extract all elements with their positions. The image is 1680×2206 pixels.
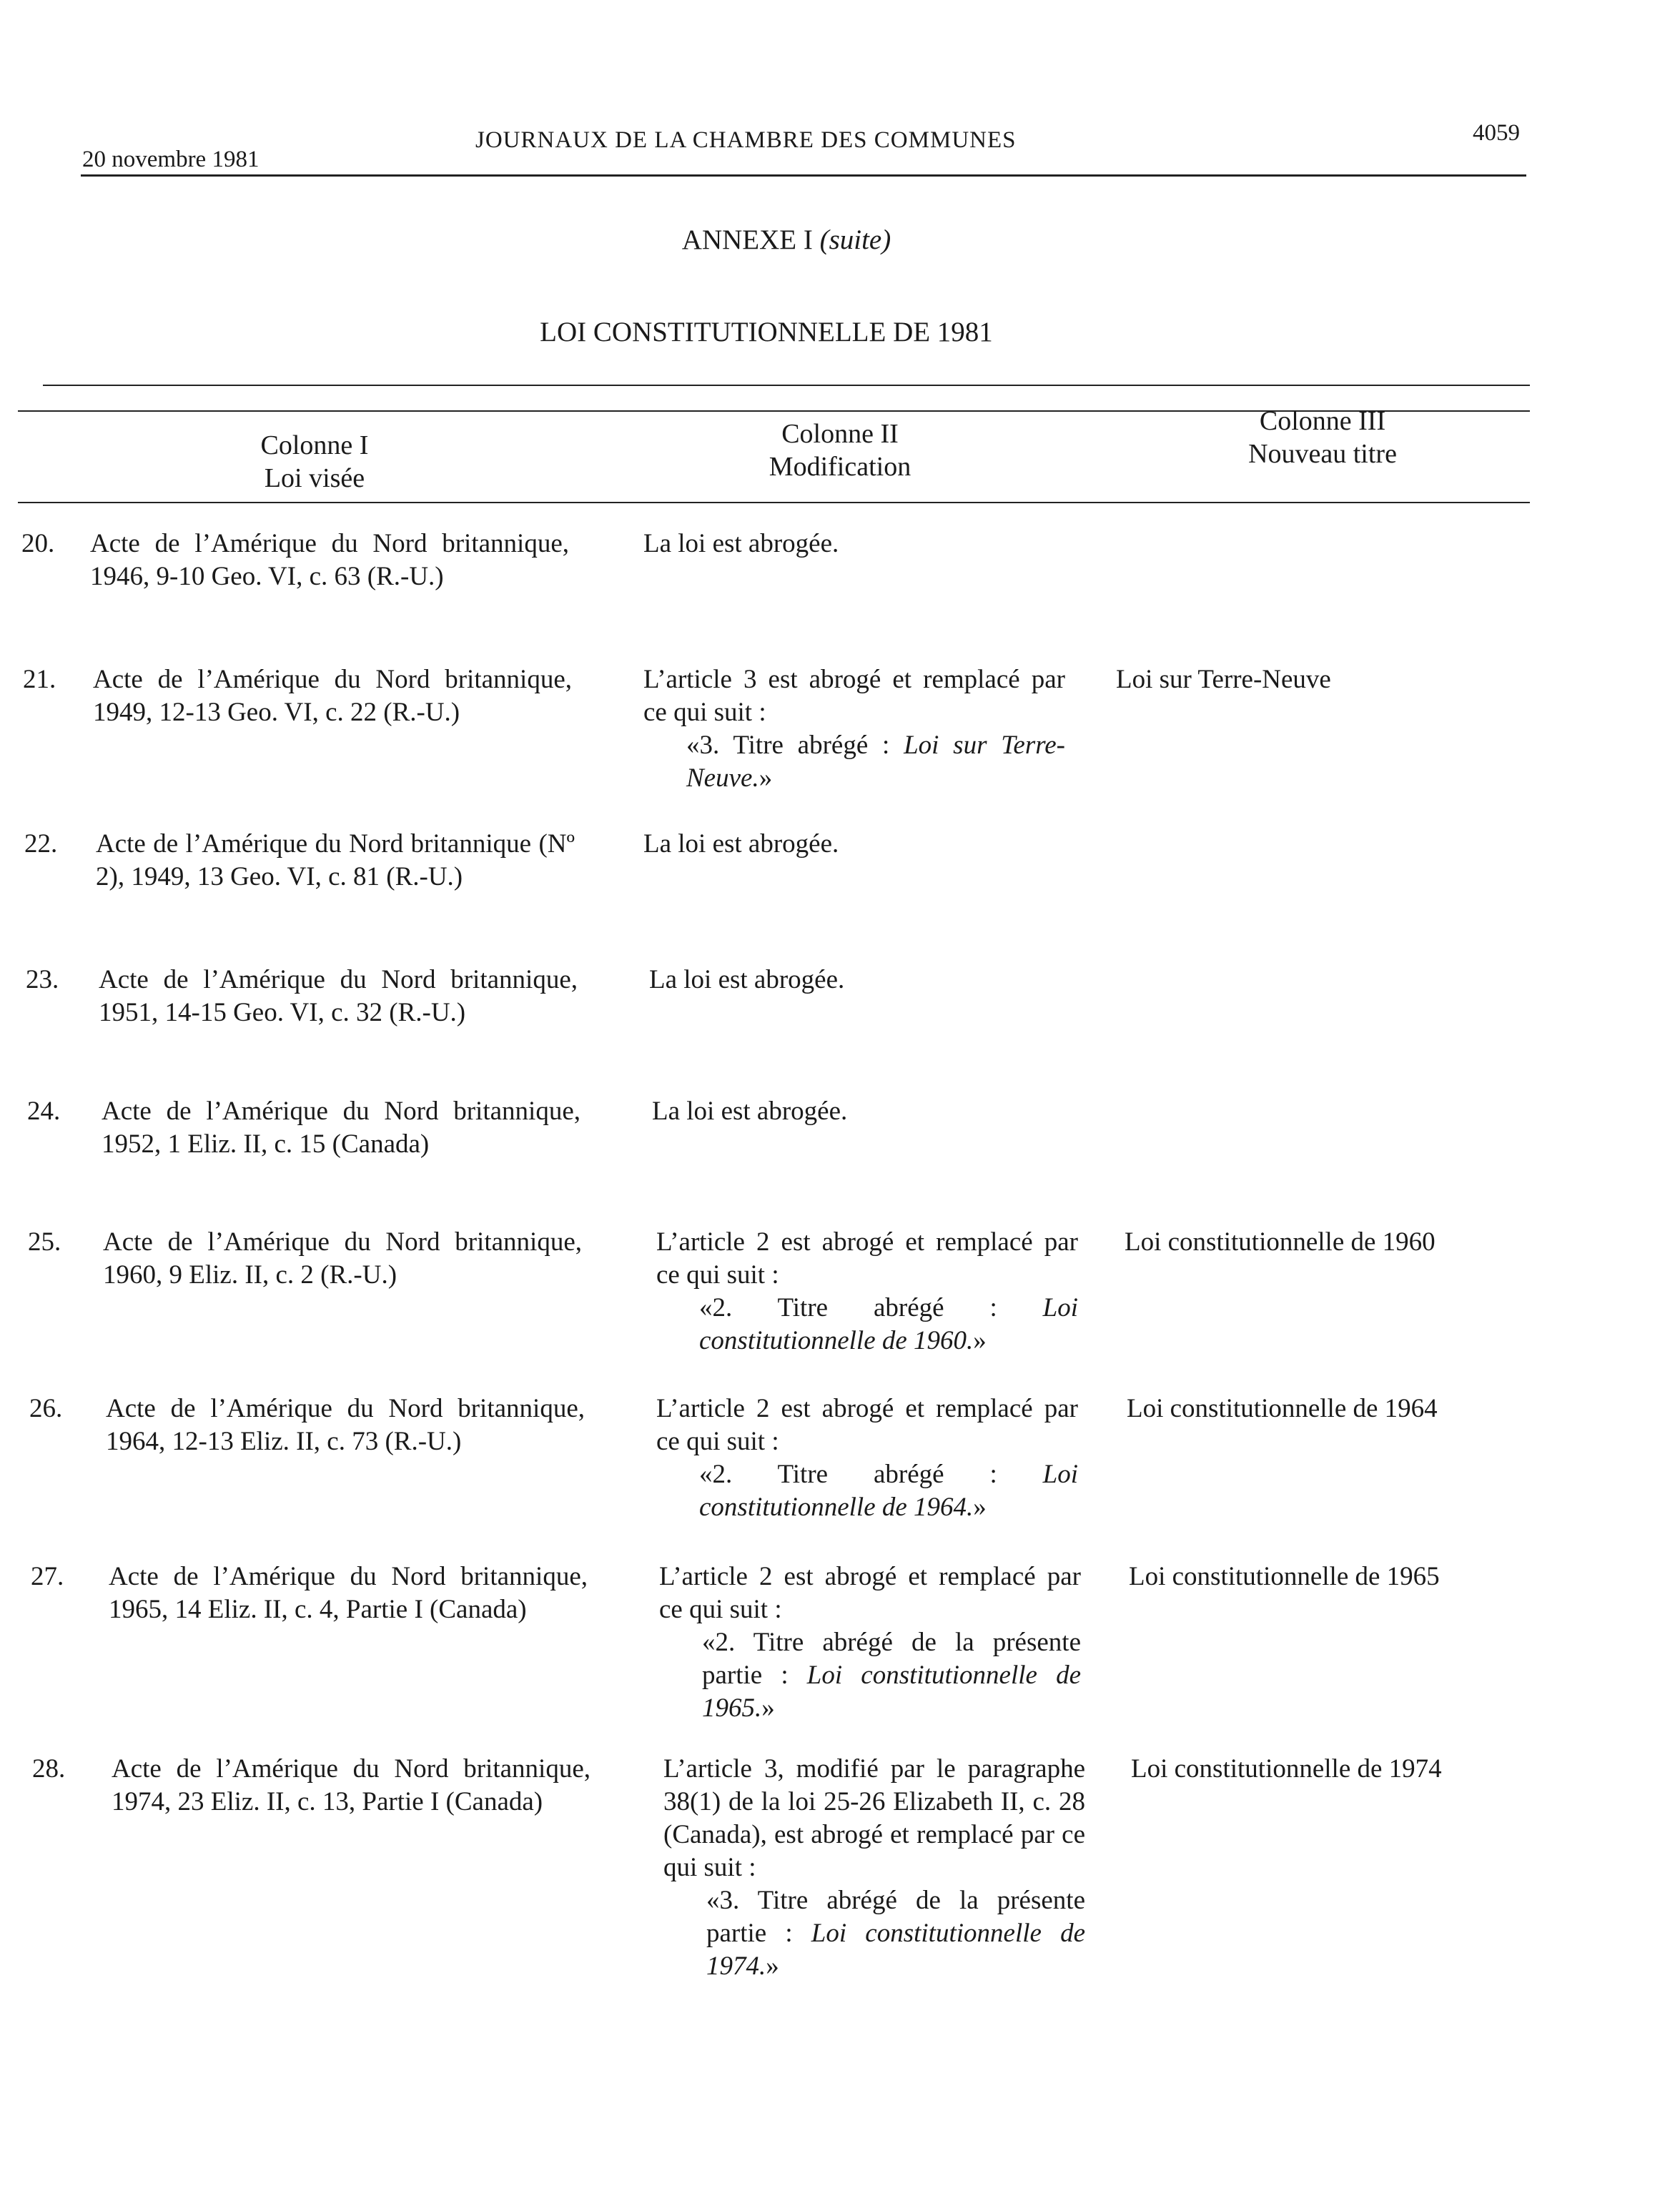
amendment-quote-text: «2. Titre abrégé de la présente partie :: [702, 1628, 1081, 1690]
amendment-cell: [656, 1393, 1078, 1524]
column-header-3: [1201, 405, 1444, 470]
act-cell: Acte de l’Amérique du Nord britannique, 1965, 14 Eliz. II, c. 4, Partie I (Canada): [109, 1562, 588, 1624]
new-title-cell: Loi constitutionnelle de 1964: [1127, 1394, 1438, 1423]
amendment-intro: L’article 3 est abrogé et remplacé par ce qui suit :: [643, 665, 1065, 727]
act-cell: Acte de l’Amérique du Nord britannique, 1946, 9-10 Geo. VI, c. 63 (R.-U.): [90, 529, 569, 591]
act-cell: Acte de l’Amérique du Nord britannique, 1964, 12-13 Eliz. II, c. 73 (R.-U.): [106, 1394, 585, 1456]
amendment-cell: [643, 828, 1065, 861]
amendment-intro: L’article 3, modifié par le paragraphe 38(1) de la loi 25-26 Elizabeth II, c. 28 (Canada), est abrogé et remplacé par ce qui suit :: [663, 1754, 1085, 1882]
new-title-cell: Loi constitutionnelle de 1965: [1129, 1562, 1440, 1591]
amendment-quote-text: «3. Titre abrégé de la présente partie :: [706, 1886, 1085, 1948]
amendment-quote-title: Loi sur Terre-Neuve.: [686, 731, 1065, 793]
amendment-cell: [659, 1560, 1081, 1725]
column-header-sub: Nouveau titre: [1248, 439, 1397, 469]
act-cell: Acte de l’Amérique du Nord britannique, 1952, 1 Eliz. II, c. 15 (Canada): [102, 1097, 580, 1159]
row-number: 24.: [27, 1097, 61, 1126]
column-header-sub: Modification: [769, 452, 911, 482]
amendment-intro: La loi est abrogée.: [649, 965, 845, 994]
amendment-intro: L’article 2 est abrogé et remplacé par ce qui suit :: [656, 1227, 1078, 1290]
annexe-heading: [0, 224, 1680, 256]
amendment-quote: [663, 1884, 1085, 1983]
amendment-quote: [656, 1458, 1078, 1524]
row-number: 27.: [31, 1562, 64, 1591]
amendment-cell: [649, 964, 1071, 996]
act-cell: Acte de l’Amérique du Nord britannique (Nº 2), 1949, 13 Geo. VI, c. 81 (R.-U.): [96, 829, 575, 891]
amendment-quote-text: «2. Titre abrégé :: [699, 1293, 1043, 1322]
amendment-intro: La loi est abrogée.: [652, 1097, 848, 1126]
row-number: 21.: [23, 665, 56, 694]
amendment-quote-title: Loi constitutionnelle de 1964.: [699, 1460, 1078, 1522]
column-header-name: Colonne II: [781, 419, 899, 449]
amendment-quote-title: Loi constitutionnelle de 1960.: [699, 1293, 1078, 1355]
column-header-2: [715, 417, 965, 483]
amendment-quote-close: »: [973, 1493, 987, 1522]
amendment-quote-close: »: [973, 1326, 987, 1355]
document-title: [0, 316, 1680, 348]
amendment-intro: L’article 2 est abrogé et remplacé par ce qui suit :: [656, 1394, 1078, 1456]
row-number: 23.: [26, 965, 59, 994]
amendment-cell: [656, 1226, 1078, 1357]
row-number: 25.: [28, 1227, 61, 1257]
act-cell: Acte de l’Amérique du Nord britannique, 1951, 14-15 Geo. VI, c. 32 (R.-U.): [99, 965, 578, 1027]
row-number: 22.: [24, 829, 58, 859]
amendment-quote-title: Loi constitutionnelle de 1965.: [702, 1661, 1081, 1723]
amendment-quote-text: «3. Titre abrégé :: [686, 731, 904, 760]
amendment-intro: La loi est abrogée.: [643, 529, 839, 558]
header-journal-title: JOURNAUX DE LA CHAMBRE DES COMMUNES: [475, 127, 1017, 153]
amendment-quote-text: «2. Titre abrégé :: [699, 1460, 1043, 1489]
amendment-intro: L’article 2 est abrogé et remplacé par ce qui suit :: [659, 1562, 1081, 1624]
column-header-1: [214, 429, 415, 495]
amendment-quote-title: Loi constitutionnelle de 1974.: [706, 1919, 1085, 1981]
new-title-cell: Loi sur Terre-Neuve: [1116, 665, 1331, 694]
amendment-intro: La loi est abrogée.: [643, 829, 839, 859]
new-title-cell: Loi constitutionnelle de 1960: [1125, 1227, 1436, 1257]
row-number: 28.: [32, 1754, 66, 1784]
amendment-cell: [643, 663, 1065, 795]
row-number: 26.: [29, 1394, 63, 1423]
header-date: 20 novembre 1981: [82, 147, 260, 172]
row-number: 20.: [21, 529, 55, 558]
table-top-rule: [43, 385, 1530, 386]
column-header-name: Colonne III: [1259, 406, 1386, 436]
amendment-quote: [659, 1626, 1081, 1725]
column-header-sub: Loi visée: [264, 463, 365, 493]
header-rule: [81, 174, 1526, 177]
amendment-quote: [656, 1292, 1078, 1357]
amendment-cell: [652, 1095, 1074, 1128]
annexe-suite: (suite): [819, 224, 891, 255]
act-cell: Acte de l’Amérique du Nord britannique, 1960, 9 Eliz. II, c. 2 (R.-U.): [103, 1227, 582, 1290]
amendment-quote-close: »: [761, 1693, 775, 1723]
table-header-rule: [18, 502, 1530, 503]
annexe-label: ANNEXE I: [681, 224, 813, 255]
new-title-cell: Loi constitutionnelle de 1974: [1131, 1754, 1442, 1784]
amendment-cell: [663, 1753, 1085, 1983]
amendment-quote: [643, 729, 1065, 795]
act-cell: Acte de l’Amérique du Nord britannique, 1949, 12-13 Geo. VI, c. 22 (R.-U.): [93, 665, 572, 727]
amendment-quote-close: »: [766, 1952, 779, 1981]
column-header-name: Colonne I: [260, 430, 369, 460]
amendment-cell: [643, 528, 1065, 560]
amendment-quote-close: »: [759, 763, 773, 793]
document-title-text: LOI CONSTITUTIONNELLE DE 1981: [540, 317, 993, 347]
act-cell: Acte de l’Amérique du Nord britannique, 1974, 23 Eliz. II, c. 13, Partie I (Canada): [112, 1754, 591, 1816]
page-number: 4059: [1473, 120, 1520, 146]
